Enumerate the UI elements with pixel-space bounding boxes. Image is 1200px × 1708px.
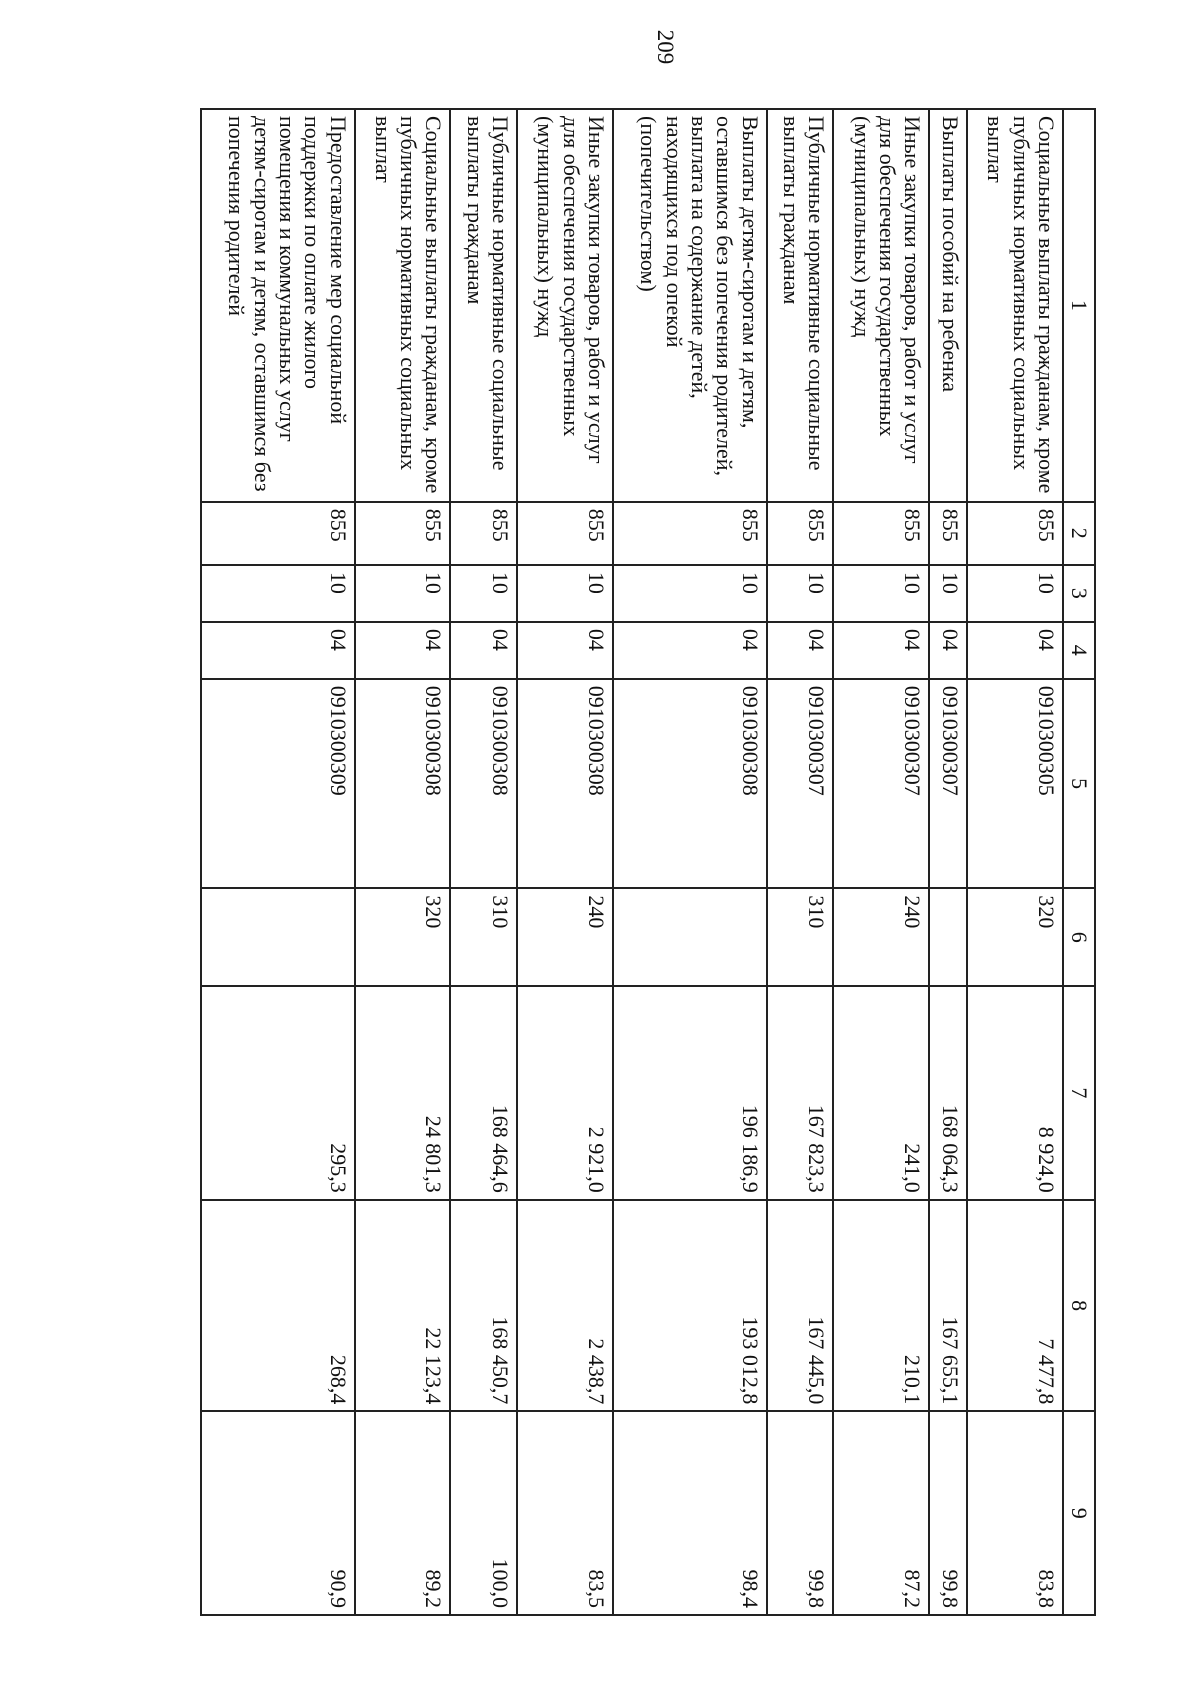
table-row bbox=[967, 109, 1063, 1615]
target-article-code: 0910300308 bbox=[517, 679, 613, 889]
actual-amount: 7 477,8 bbox=[967, 1200, 1063, 1412]
actual-amount: 2 438,7 bbox=[517, 1200, 613, 1412]
ministry-code: 855 bbox=[201, 502, 355, 565]
row-description: Публичные нормативные социальные выплаты гражданам bbox=[767, 109, 834, 502]
ministry-code: 855 bbox=[450, 502, 517, 565]
ministry-code: 855 bbox=[613, 502, 767, 565]
ministry-code: 855 bbox=[767, 502, 834, 565]
expense-type-code: 320 bbox=[355, 888, 451, 986]
ministry-code: 855 bbox=[517, 502, 613, 565]
column-header: 6 bbox=[1063, 888, 1095, 986]
ministry-code: 855 bbox=[929, 502, 967, 565]
row-description: Выплаты детям-сиротам и детям, оставшимся без попечения родителей, выплата на содержание детей, находящихся под опекой (попечительством) bbox=[613, 109, 767, 502]
section-code: 10 bbox=[355, 565, 451, 622]
section-code: 10 bbox=[517, 565, 613, 622]
column-header: 3 bbox=[1063, 565, 1095, 622]
budget-table bbox=[200, 108, 1096, 1616]
expense-type-code: 310 bbox=[450, 888, 517, 986]
execution-percent: 99,8 bbox=[929, 1411, 967, 1615]
section-code: 10 bbox=[929, 565, 967, 622]
planned-amount: 168 464,6 bbox=[450, 986, 517, 1200]
execution-percent: 98,4 bbox=[613, 1411, 767, 1615]
target-article-code: 0910300307 bbox=[929, 679, 967, 889]
expense-type-code: 310 bbox=[767, 888, 834, 986]
actual-amount: 22 123,4 bbox=[355, 1200, 451, 1412]
section-code: 10 bbox=[201, 565, 355, 622]
row-description: Социальные выплаты гражданам, кроме публичных нормативных социальных выплат bbox=[355, 109, 451, 502]
table-row bbox=[767, 109, 834, 1615]
execution-percent: 100,0 bbox=[450, 1411, 517, 1615]
column-header: 4 bbox=[1063, 622, 1095, 679]
expense-type-code bbox=[929, 888, 967, 986]
table-row bbox=[517, 109, 613, 1615]
planned-amount: 241,0 bbox=[833, 986, 929, 1200]
column-header: 9 bbox=[1063, 1411, 1095, 1615]
target-article-code: 0910300305 bbox=[967, 679, 1063, 889]
planned-amount: 2 921,0 bbox=[517, 986, 613, 1200]
column-header: 1 bbox=[1063, 109, 1095, 502]
rotated-table-container bbox=[200, 108, 1096, 1616]
planned-amount: 295,3 bbox=[201, 986, 355, 1200]
row-description: Иные закупки товаров, работ и услуг для обеспечения государственных (муниципальных) нужд bbox=[517, 109, 613, 502]
expense-type-code: 320 bbox=[967, 888, 1063, 986]
subsection-code: 04 bbox=[767, 622, 834, 679]
row-description: Выплаты пособий на ребенка bbox=[929, 109, 967, 502]
page-number: 209 bbox=[653, 29, 678, 65]
column-header: 7 bbox=[1063, 986, 1095, 1200]
row-description: Социальные выплаты гражданам, кроме публичных нормативных социальных выплат bbox=[967, 109, 1063, 502]
actual-amount: 167 655,1 bbox=[929, 1200, 967, 1412]
column-header: 8 bbox=[1063, 1200, 1095, 1412]
execution-percent: 83,8 bbox=[967, 1411, 1063, 1615]
actual-amount: 168 450,7 bbox=[450, 1200, 517, 1412]
subsection-code: 04 bbox=[450, 622, 517, 679]
target-article-code: 0910300308 bbox=[355, 679, 451, 889]
subsection-code: 04 bbox=[833, 622, 929, 679]
target-article-code: 0910300309 bbox=[201, 679, 355, 889]
planned-amount: 24 801,3 bbox=[355, 986, 451, 1200]
table-row bbox=[833, 109, 929, 1615]
table-row bbox=[201, 109, 355, 1615]
execution-percent: 83,5 bbox=[517, 1411, 613, 1615]
section-code: 10 bbox=[613, 565, 767, 622]
subsection-code: 04 bbox=[201, 622, 355, 679]
subsection-code: 04 bbox=[355, 622, 451, 679]
execution-percent: 89,2 bbox=[355, 1411, 451, 1615]
expense-type-code: 240 bbox=[517, 888, 613, 986]
target-article-code: 0910300307 bbox=[833, 679, 929, 889]
actual-amount: 268,4 bbox=[201, 1200, 355, 1412]
ministry-code: 855 bbox=[355, 502, 451, 565]
target-article-code: 0910300308 bbox=[450, 679, 517, 889]
planned-amount: 168 064,3 bbox=[929, 986, 967, 1200]
execution-percent: 99,8 bbox=[767, 1411, 834, 1615]
section-code: 10 bbox=[450, 565, 517, 622]
table-row bbox=[929, 109, 967, 1615]
execution-percent: 90,9 bbox=[201, 1411, 355, 1615]
expense-type-code bbox=[613, 888, 767, 986]
planned-amount: 167 823,3 bbox=[767, 986, 834, 1200]
section-code: 10 bbox=[967, 565, 1063, 622]
column-header: 5 bbox=[1063, 679, 1095, 889]
target-article-code: 0910300308 bbox=[613, 679, 767, 889]
row-description: Иные закупки товаров, работ и услуг для обеспечения государственных (муниципальных) нужд bbox=[833, 109, 929, 502]
section-code: 10 bbox=[767, 565, 834, 622]
actual-amount: 210,1 bbox=[833, 1200, 929, 1412]
row-description: Предоставление мер социальной поддержки по оплате жилого помещения и коммунальных услуг детям-сиротам и детям, оставшимся без попечения родителей bbox=[201, 109, 355, 502]
row-description: Публичные нормативные социальные выплаты гражданам bbox=[450, 109, 517, 502]
actual-amount: 193 012,8 bbox=[613, 1200, 767, 1412]
ministry-code: 855 bbox=[833, 502, 929, 565]
planned-amount: 196 186,9 bbox=[613, 986, 767, 1200]
column-number-header-row bbox=[1063, 109, 1095, 1615]
planned-amount: 8 924,0 bbox=[967, 986, 1063, 1200]
table-row bbox=[613, 109, 767, 1615]
table-row bbox=[355, 109, 451, 1615]
subsection-code: 04 bbox=[929, 622, 967, 679]
subsection-code: 04 bbox=[517, 622, 613, 679]
table-row bbox=[450, 109, 517, 1615]
execution-percent: 87,2 bbox=[833, 1411, 929, 1615]
column-header: 2 bbox=[1063, 502, 1095, 565]
subsection-code: 04 bbox=[967, 622, 1063, 679]
ministry-code: 855 bbox=[967, 502, 1063, 565]
expense-type-code bbox=[201, 888, 355, 986]
target-article-code: 0910300307 bbox=[767, 679, 834, 889]
section-code: 10 bbox=[833, 565, 929, 622]
expense-type-code: 240 bbox=[833, 888, 929, 986]
actual-amount: 167 445,0 bbox=[767, 1200, 834, 1412]
subsection-code: 04 bbox=[613, 622, 767, 679]
